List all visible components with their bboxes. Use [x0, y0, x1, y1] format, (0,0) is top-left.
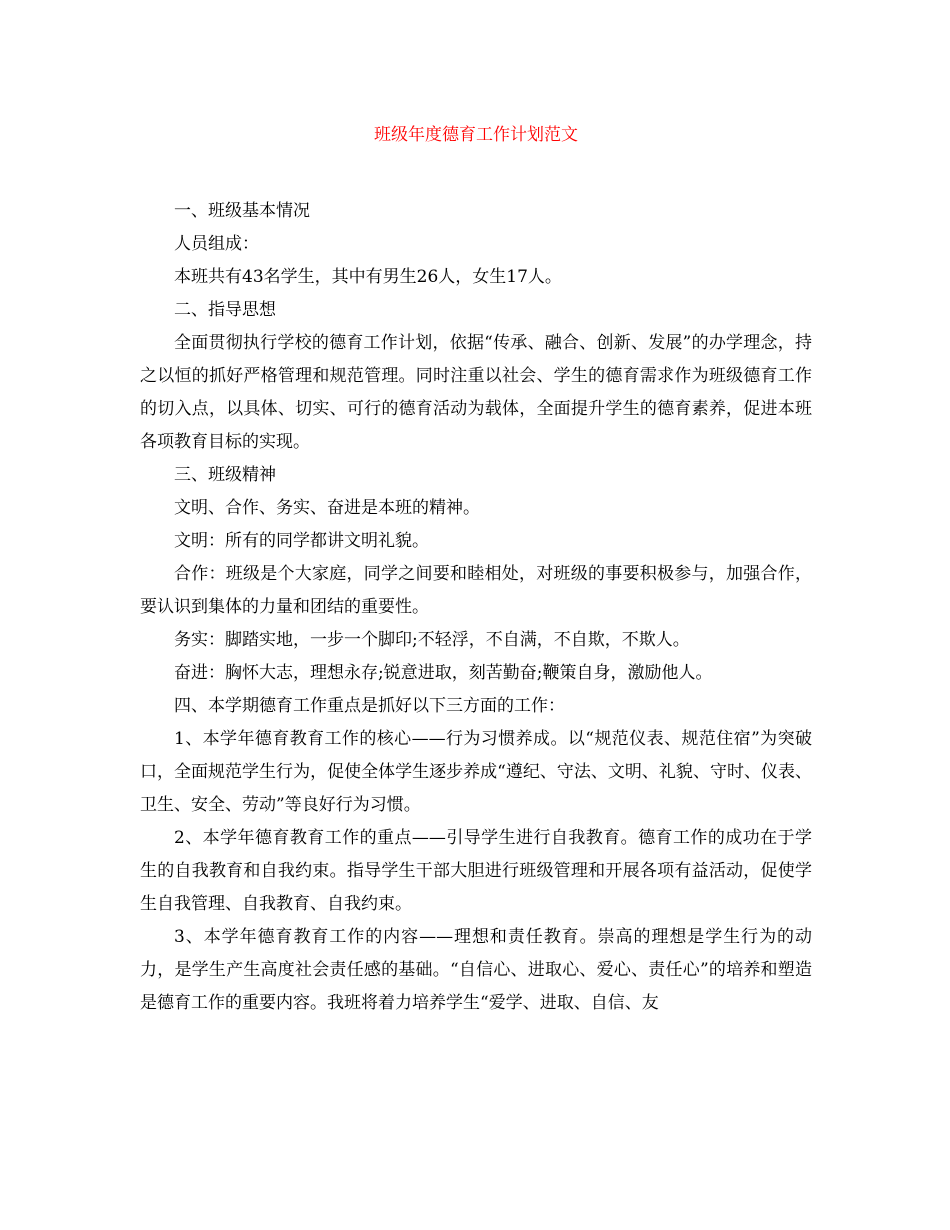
paragraph-civility: 文明：所有的同学都讲文明礼貌。	[174, 531, 429, 551]
paragraph-member-composition: 人员组成：	[174, 234, 259, 254]
heading-key-work: 四、本学期德育工作重点是抓好以下三方面的工作：	[174, 696, 565, 716]
heading-class-basic-info: 一、班级基本情况	[174, 201, 310, 221]
heading-class-spirit: 三、班级精神	[174, 465, 276, 485]
document-title: 班级年度德育工作计划范文	[374, 125, 578, 145]
heading-guiding-ideology: 二、指导思想	[174, 300, 276, 320]
paragraph-cooperation: 合作：班级是个大家庭，同学之间要和睦相处，对班级的事要积极参与，加强合作，要认识到集体的力量和团结的重要性。	[140, 564, 812, 617]
paragraph-class-spirit: 文明、合作、务实、奋进是本班的精神。	[174, 498, 480, 518]
paragraph-guiding-ideology: 全面贯彻执行学校的德育工作计划，依据“传承、融合、创新、发展”的办学理念，持之以恒的抓好严格管理和规范管理。同时注重以社会、学生的德育需求作为班级德育工作的切入点，以具体、切实、可行的德育活动为载体，全面提升学生的德育素养，促进本班各项教育目标的实现。	[140, 333, 812, 452]
paragraph-key-work-3: 3、本学年德育教育工作的内容——理想和责任教育。崇高的理想是学生行为的动力，是学生产生高度社会责任感的基础。“自信心、进取心、爱心、责任心”的培养和塑造是德育工作的重要内容。我班将着力培养学生“爱学、进取、自信、友	[140, 927, 812, 1013]
paragraph-key-work-2: 2、本学年德育教育工作的重点——引导学生进行自我教育。德育工作的成功在于学生的自我教育和自我约束。指导学生干部大胆进行班级管理和开展各项有益活动，促使学生自我管理、自我教育、自我约束。	[140, 828, 812, 914]
paragraph-key-work-1: 1、本学年德育教育工作的核心——行为习惯养成。以“规范仪表、规范住宿”为突破口，全面规范学生行为，促使全体学生逐步养成“遵纪、守法、文明、礼貌、守时、仪表、卫生、安全、劳动”等良好行为习惯。	[140, 729, 812, 815]
paragraph-student-count: 本班共有43名学生，其中有男生26人，女生17人。	[174, 267, 562, 287]
paragraph-striving: 奋进：胸怀大志，理想永存;锐意进取，刻苦勤奋;鞭策自身，激励他人。	[174, 663, 713, 683]
document-body	[140, 195, 812, 1020]
paragraph-pragmatism: 务实：脚踏实地，一步一个脚印;不轻浮，不自满，不自欺，不欺人。	[174, 630, 690, 650]
